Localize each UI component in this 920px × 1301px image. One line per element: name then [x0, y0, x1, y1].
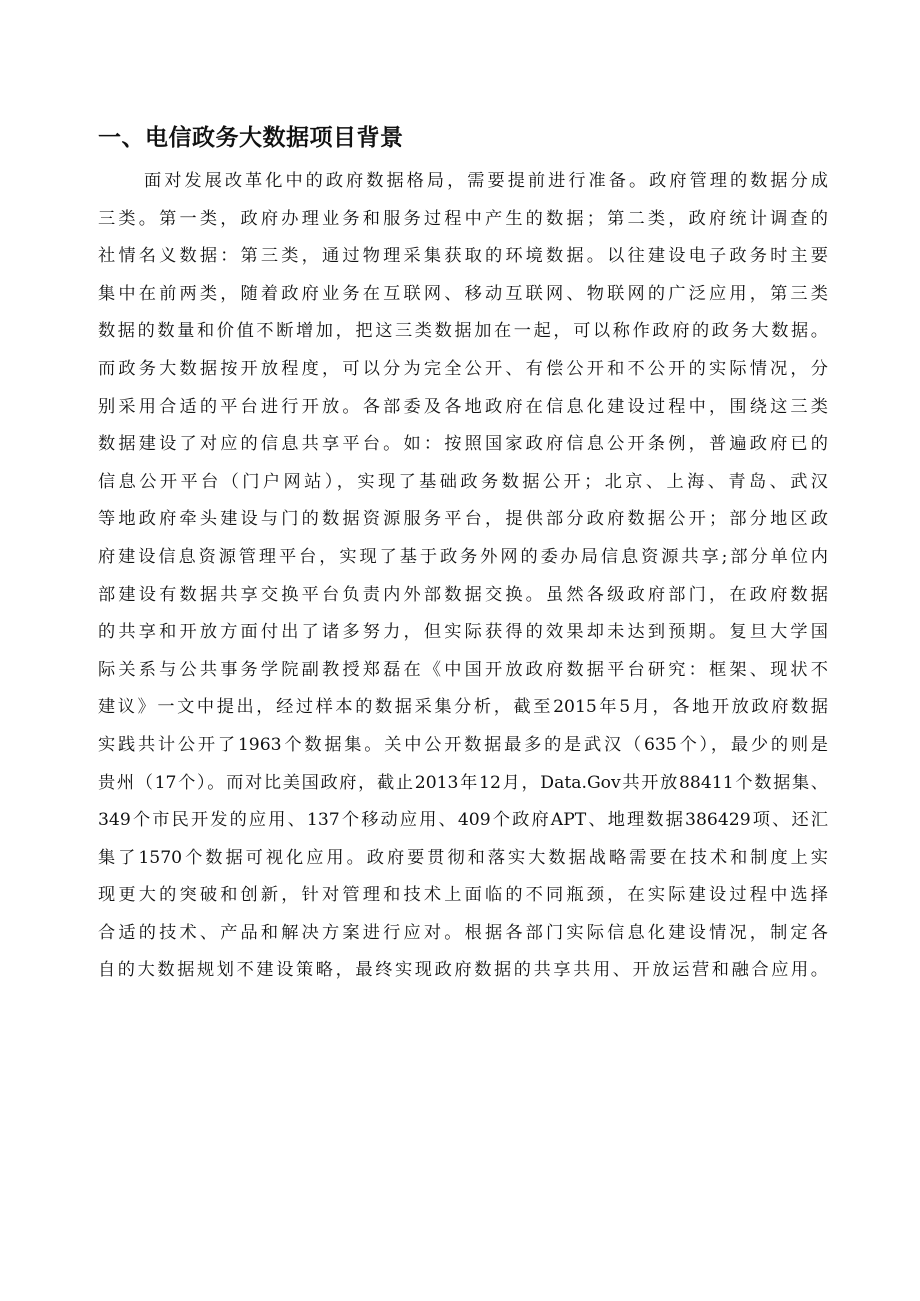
paragraph-line: 数据建设了对应的信息共享平台。如：按照国家政府信息公开条例，普遍政府已的 [98, 434, 828, 455]
paragraph-line: 349个市民开发的应用、137个移动应用、409个政府APT、地理数据386429项、还汇 [98, 810, 828, 831]
paragraph-line: 的共享和开放方面付出了诸多努力，但实际获得的效果却未达到预期。复旦大学国 [98, 622, 828, 643]
body-paragraph [98, 163, 828, 990]
paragraph-line: 别采用合适的平台进行开放。各部委及各地政府在信息化建设过程中，围绕这三类 [98, 396, 828, 417]
paragraph-line: 府建设信息资源管理平台，实现了基于政务外网的委办局信息资源共享;部分单位内 [98, 546, 828, 567]
paragraph-line: 信息公开平台（门户网站），实现了基础政务数据公开；北京、上海、青岛、武汉 [98, 471, 828, 492]
paragraph-line: 面对发展改革化中的政府数据格局，需要提前进行准备。政府管理的数据分成 [144, 171, 828, 191]
paragraph-line: 等地政府牵头建设与门的数据资源服务平台，提供部分政府数据公开；部分地区政 [98, 509, 828, 530]
paragraph-line: 贵州（17个）。而对比美国政府，截止2013年12月，Data.Gov共开放88411个数据集、 [98, 772, 828, 793]
paragraph-line: 集中在前两类，随着政府业务在互联网、移动互联网、物联网的广泛应用，第三类 [98, 283, 828, 304]
section-heading: 一、电信政务大数据项目背景 [98, 125, 404, 151]
paragraph-line: 合适的技术、产品和解决方案进行应对。根据各部门实际信息化建设情况，制定各 [98, 922, 828, 943]
paragraph-line: 自的大数据规划不建设策略，最终实现政府数据的共享共用、开放运营和融合应用。 [98, 960, 828, 981]
paragraph-line: 际关系与公共事务学院副教授郑磊在《中国开放政府数据平台研究：框架、现状不 [98, 659, 828, 680]
paragraph-line: 现更大的突破和创新，针对管理和技术上面临的不同瓶颈，在实际建设过程中选择 [98, 885, 828, 906]
paragraph-line: 部建设有数据共享交换平台负责内外部数据交换。虽然各级政府部门，在政府数据 [98, 584, 828, 605]
paragraph-line: 数据的数量和价值不断增加，把这三类数据加在一起，可以称作政府的政务大数据。 [98, 321, 828, 342]
paragraph-line: 实践共计公开了1963个数据集。关中公开数据最多的是武汉（635个），最少的则是 [98, 734, 828, 755]
paragraph-line: 社情名义数据：第三类，通过物理采集获取的环境数据。以往建设电子政务时主要 [98, 246, 828, 267]
paragraph-line: 而政务大数据按开放程度，可以分为完全公开、有偿公开和不公开的实际情况，分 [98, 358, 828, 379]
paragraph-line: 集了1570个数据可视化应用。政府要贯彻和落实大数据战略需要在技术和制度上实 [98, 847, 828, 868]
paragraph-line: 建议》一文中提出，经过样本的数据采集分析，截至2015年5月，各地开放政府数据 [98, 697, 828, 718]
paragraph-line: 三类。第一类，政府办理业务和服务过程中产生的数据；第二类，政府统计调查的 [98, 208, 828, 229]
